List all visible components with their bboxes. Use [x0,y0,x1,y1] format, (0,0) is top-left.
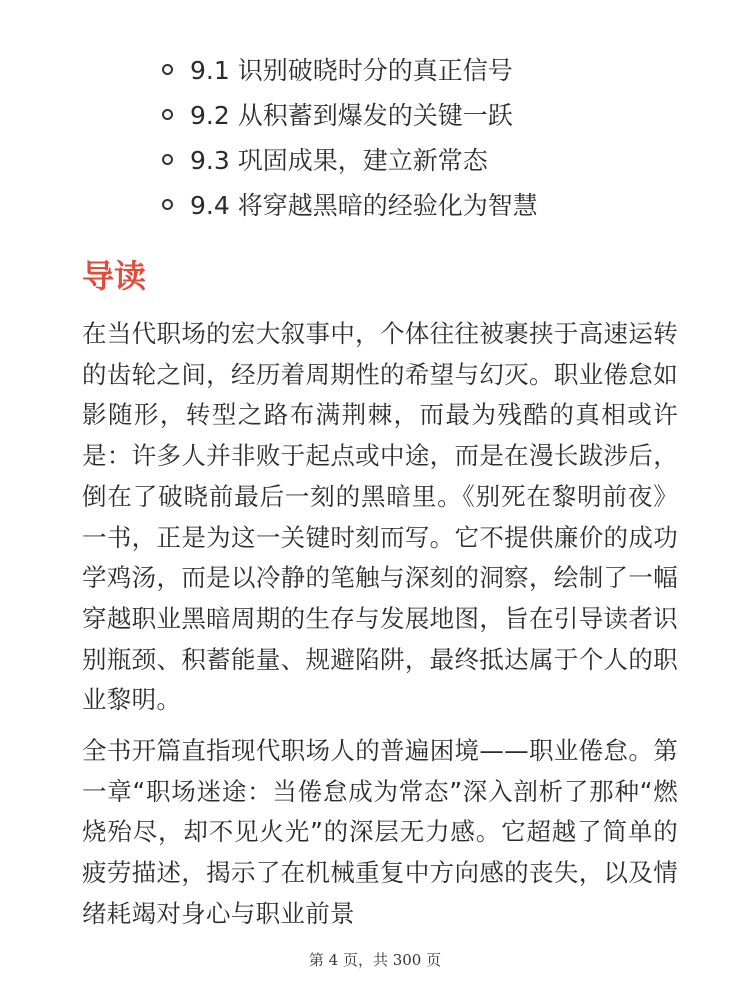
hollow-bullet-icon [162,154,173,165]
hollow-bullet-icon [162,64,173,75]
toc-item[interactable] [0,138,750,183]
hollow-bullet-icon [162,109,173,120]
toc-item[interactable] [0,183,750,228]
page-number: 第 4 页，共 300 页 [308,951,442,969]
toc-item[interactable] [0,93,750,138]
toc-list [0,48,750,228]
toc-item-label: 9.2 从积蓄到爆发的关键一跃 [190,101,513,130]
toc-item-label: 9.1 识别破晓时分的真正信号 [190,56,513,85]
hollow-bullet-icon [162,199,173,210]
toc-item-label: 9.3 巩固成果，建立新常态 [190,146,488,175]
toc-item-label: 9.4 将穿越黑暗的经验化为智慧 [190,191,538,220]
section-heading: 导读 [82,257,147,295]
section-body [82,314,678,945]
body-paragraph: 在当代职场的宏大叙事中，个体往往被裹挟于高速运转的齿轮之间，经历着周期性的希望与幻灭。职业倦怠如影随形，转型之路布满荆棘，而最为残酷的真相或许是：许多人并非败于起点或中途，而是在漫长跋涉后，倒在了破晓前最后一刻的黑暗里。《别死在黎明前夜》一书，正是为这一关键时刻而写。它不提供廉价的成功学鸡汤，而是以冷静的笔触与深刻的洞察，绘制了一幅穿越职业黑暗周期的生存与发展地图，旨在引导读者识别瓶颈、积蓄能量、规避陷阱，最终抵达属于个人的职业黎明。 [82,319,678,715]
toc-item[interactable] [0,48,750,93]
body-paragraph: 全书开篇直指现代职场人的普遍困境——职业倦怠。第一章“职场迷途：当倦怠成为常态”深入剖析了那种“燃烧殆尽，却不见火光”的深层无力感。它超越了简单的疲劳描述，揭示了在机械重复中方向感的丧失，以及情绪耗竭对身心与职业前景 [82,736,678,928]
